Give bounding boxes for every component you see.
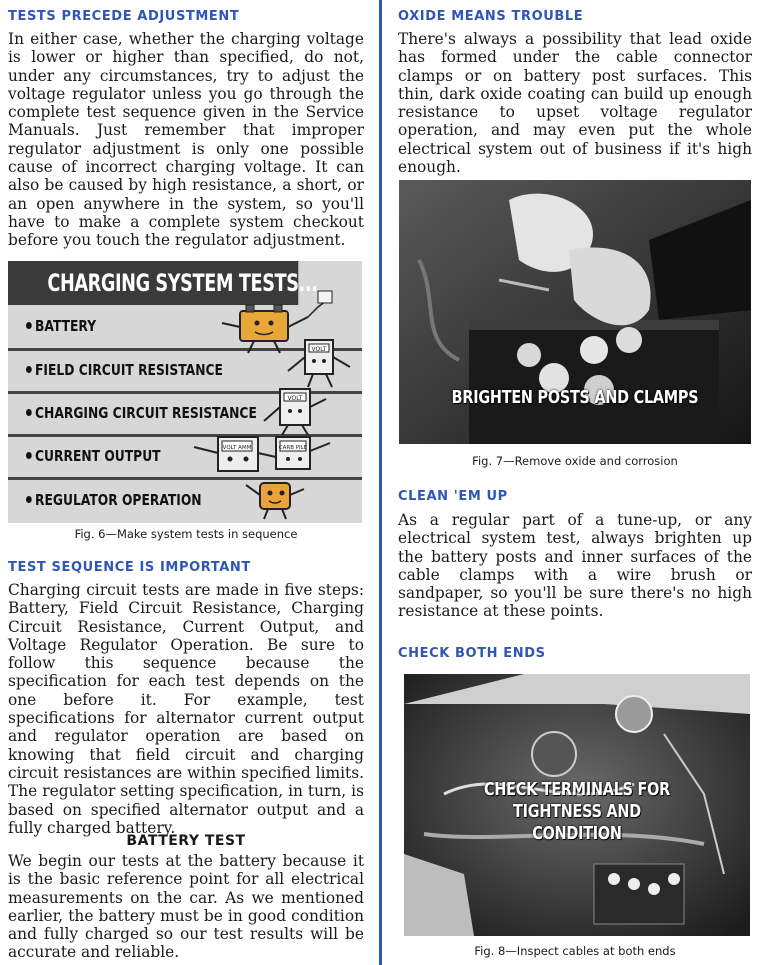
- section-heading-tests-precede-adjustment: TESTS PRECEDE ADJUSTMENT: [8, 9, 240, 24]
- figure-8-photo: [404, 674, 750, 936]
- meter-label: VOLT: [287, 395, 303, 402]
- figure-7-photo: [399, 180, 751, 444]
- figure-6-item-label: FIELD CIRCUIT RESISTANCE: [35, 361, 223, 379]
- section-body-test-sequence: Charging circuit tests are made in five steps: Battery, Field Circuit Resistance, Charging Circuit Resistance, Current Output, and Voltage Regulator Operation. Be sure to follow this sequence because the specification for each test depends on the one before it. For example, test specifications for alternator current output and regulator operation are based on knowing that field circuit and charging circuit resistances are within specified limits. The regulator setting specification, in turn, is based on specified alternator output and a fully charged battery.: [8, 581, 364, 837]
- section-body-clean-em-up: As a regular part of a tune-up, or any electrical system test, always brighten up the battery posts and inner surfaces of the cable clamps with a wire brush or sandpaper, so you'll be sure there's no high resistance at these points.: [398, 511, 752, 621]
- meter-label: CARB PILE: [278, 445, 308, 451]
- section-body-battery-test: We begin our tests at the battery because it is the basic reference point for all electrical measurements on the car. As we mentioned earlier, the battery must be in good condition and fully charged so our test results will be accurate and reliable.: [8, 852, 364, 962]
- subheading-battery-test: BATTERY TEST: [126, 833, 246, 849]
- section-heading-check-both-ends: CHECK BOTH ENDS: [398, 646, 546, 661]
- figure-6-item-label: CURRENT OUTPUT: [35, 447, 161, 465]
- voltmeter-character-icon: [288, 340, 350, 387]
- carbon-pile-character-icon: [276, 437, 330, 469]
- figure-8-overlay-line: TIGHTNESS AND: [513, 801, 641, 822]
- figure-6-caption: Fig. 6—Make system tests in sequence: [74, 527, 298, 541]
- figure-6-title: CHARGING SYSTEM TESTS...: [8, 261, 298, 305]
- section-heading-clean-em-up: CLEAN 'EM UP: [398, 489, 508, 504]
- figure-8-caption: Fig. 8—Inspect cables at both ends: [474, 944, 676, 958]
- figure-7-overlay-label: BRIGHTEN POSTS AND CLAMPS: [451, 387, 699, 408]
- figure-6-item-label: REGULATOR OPERATION: [35, 491, 202, 509]
- figure-6-charging-system-tests: [8, 261, 362, 523]
- figure-6-cartoons: [8, 261, 362, 523]
- figure-8-overlay-line: CONDITION: [532, 823, 622, 844]
- column-divider: [379, 0, 382, 965]
- figure-8-overlay-line: CHECK TERMINALS FOR: [484, 779, 670, 800]
- figure-7-caption: Fig. 7—Remove oxide and corrosion: [472, 454, 678, 468]
- meter-label: VOLT AMM: [222, 445, 252, 451]
- regulator-character-icon: [246, 483, 304, 519]
- section-body-tests-precede-adjustment: In either case, whether the charging voltage is lower or higher than specified, do not, under any circumstances, try to adjust the voltage regulator unless you go through the complete test sequence given in the Service Manuals. Just remember that improper regulator adjustment is only one possible cause of incorrect charging voltage. It can also be caused by high resistance, a short, or an open anywhere in the system, so you'll have to make a complete system checkout before you touch the regulator adjustment.: [8, 30, 364, 250]
- meter-label: VOLT: [311, 346, 327, 353]
- figure-6-item-label: BATTERY: [35, 317, 97, 335]
- voltmeter-character-icon: [264, 389, 326, 435]
- section-body-oxide-means-trouble: There's always a possibility that lead oxide has formed under the cable connector clamps or on battery post surfaces. This thin, dark oxide coating can build up enough resistance to upset voltage regulator operation, and may even put the whole electrical system out of business if it's high enough.: [398, 30, 752, 177]
- volt-ammeter-character-icon: [194, 437, 276, 471]
- section-heading-oxide-means-trouble: OXIDE MEANS TROUBLE: [398, 9, 584, 24]
- section-heading-test-sequence: TEST SEQUENCE IS IMPORTANT: [8, 560, 251, 575]
- figure-6-item-label: CHARGING CIRCUIT RESISTANCE: [35, 404, 257, 422]
